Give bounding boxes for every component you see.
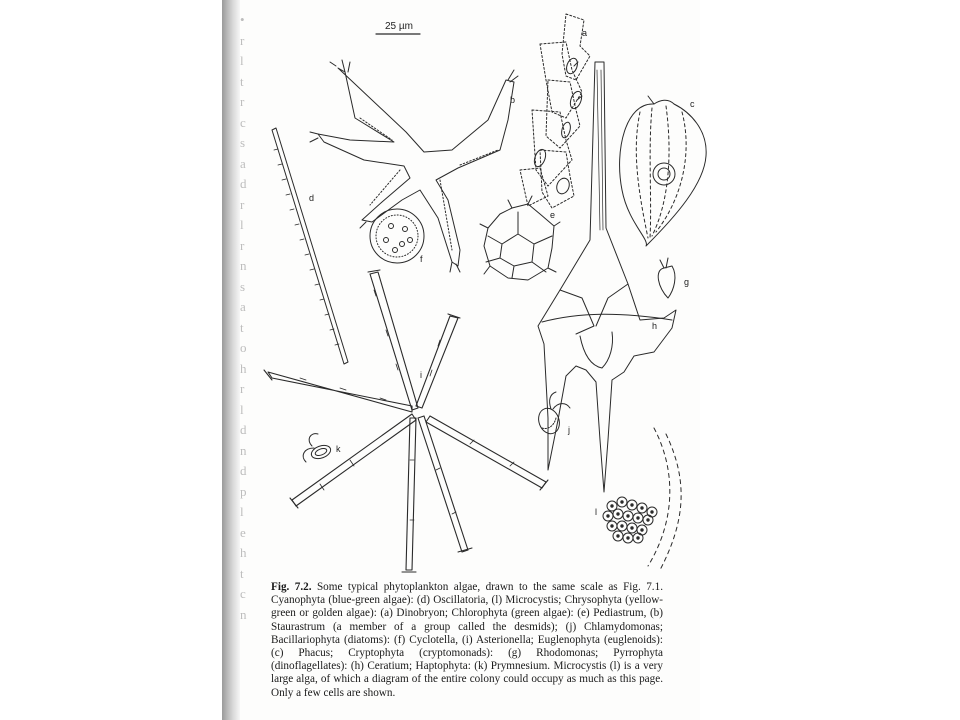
rhodomonas-drawing [658, 258, 675, 298]
microcystis-cell-dot [631, 504, 633, 506]
microcystis-cell-dot [631, 527, 633, 529]
microcystis-cell-dot [617, 535, 619, 537]
staurastrum-drawing [310, 60, 518, 272]
label-e: e [550, 210, 556, 220]
label-j: j [568, 425, 570, 435]
label-g: g [684, 277, 690, 287]
chlamydomonas-drawing [535, 392, 570, 437]
label-c: c [690, 99, 695, 109]
prymnesium-drawing [303, 434, 332, 462]
microcystis-cell-dot [617, 513, 619, 515]
figure-number: Fig. 7.2. [271, 581, 312, 593]
dinobryon-drawing [520, 14, 590, 208]
caption-text: Some typical phytoplankton algae, drawn to the same scale as Fig. 7.1. Cyanophyta (blue-green algae): (d) Oscillatoria, (l) Microcystis; Chrysophyta (yellow-green or golden algae): (a) Dinobryon; Chlorophyta (green algae): (e) Pediastrum, (b) Staurastrum (a member of a group called the desmids); (j) Chlamydomonas; Bacillariophyta (diatoms): (f) Cyclotella, (i) Asterionella; Euglenophyta (euglenoids): (c) Phacus; Cryptophyta (cryptomonads): (g) Rhodomonas; Pyrrophyta (dinoflagellates): (h) Ceratium; Haptophyta: (k) Prymnesium. Microcystis (l) is a very large alga, of which a diagram of the entire colony could occupy as much as this page. Only a few cells are shown. [271, 581, 663, 699]
microcystis-cell-dot [627, 515, 629, 517]
label-h: h [652, 321, 658, 331]
microcystis-drawing [603, 497, 657, 543]
microcystis-cell-dot [611, 525, 613, 527]
oscillatoria-drawing [272, 128, 348, 364]
microcystis-cell-dot [637, 517, 639, 519]
facing-page-edge-text: • r l t r c s a d r l r n s a t o h r l d n d p l e h t c n [240, 12, 247, 622]
microcystis-colony-outline-outer [660, 434, 681, 570]
microcystis-cell-dot [641, 529, 643, 531]
figure-caption [271, 581, 663, 700]
microcystis-cell-dot [647, 519, 649, 521]
cyclotella-drawing [370, 209, 424, 263]
label-i: i [420, 370, 422, 380]
label-k: k [336, 444, 341, 454]
pediastrum-drawing [480, 196, 560, 280]
microcystis-cell-dot [607, 515, 609, 517]
scale-bar-label: 25 µm [385, 21, 413, 32]
label-b: b [510, 95, 516, 105]
label-l: l [595, 507, 597, 517]
label-a: a [582, 28, 588, 38]
microcystis-cell-dot [637, 537, 639, 539]
label-f: f [420, 254, 423, 264]
phacus-drawing [620, 96, 707, 246]
asterionella-drawing [264, 270, 548, 572]
label-d: d [309, 193, 315, 203]
microcystis-cell-dot [641, 507, 643, 509]
scale-bar [376, 21, 420, 34]
microcystis-cell-dot [651, 511, 653, 513]
microcystis-cell-dot [621, 501, 623, 503]
microcystis-cell-dot [611, 505, 613, 507]
microcystis-cell-dot [621, 525, 623, 527]
microcystis-colony-outline [648, 428, 670, 566]
microcystis-cell-dot [627, 537, 629, 539]
